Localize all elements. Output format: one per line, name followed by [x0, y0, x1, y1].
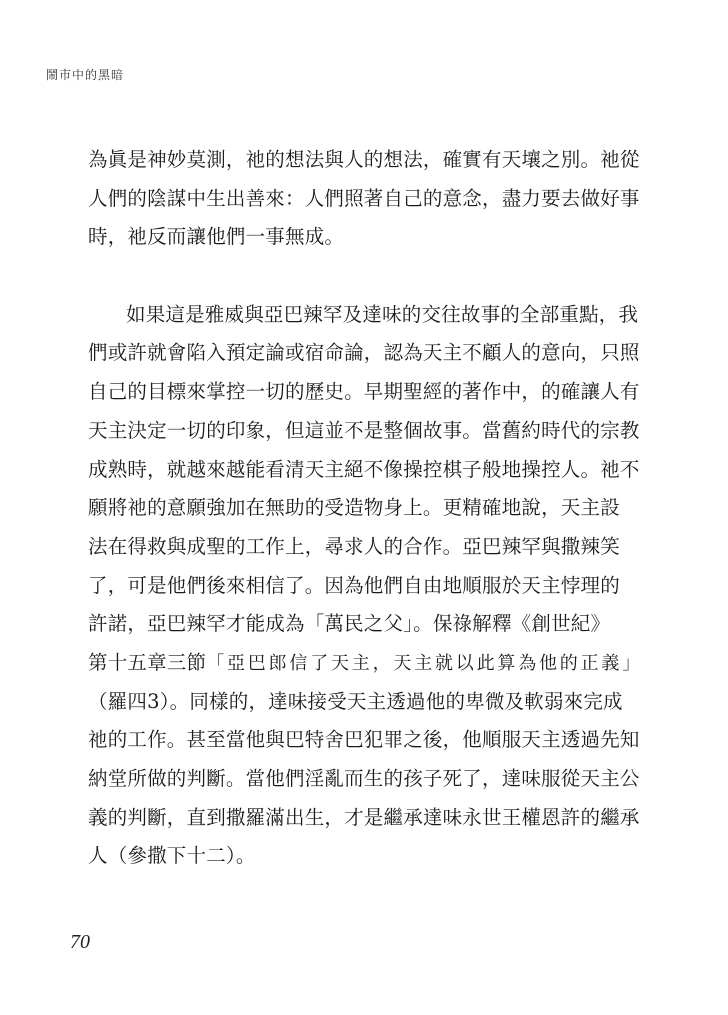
quote-line [88, 644, 648, 683]
text-line: 人（參撒下十二）。 [88, 844, 256, 868]
paragraph-gap [88, 257, 648, 296]
text-line: 義的判斷，直到撒羅滿出生，才是繼承達味永世王權恩許的繼承 [88, 805, 640, 829]
text-line: 自己的目標來掌控一切的歷史。早期聖經的著作中，的確讓人有 [88, 380, 640, 404]
text-line: 願將祂的意願強加在無助的受造物身上。更精確地說，天主設 [88, 496, 620, 520]
running-header: 鬧市中的黑暗 [46, 68, 125, 82]
quote-prefix: 第十五章三節 [88, 650, 207, 674]
text-line: 祂的工作。甚至當他與巴特舍巴犯罪之後，他順服天主透過先知 [88, 728, 640, 752]
text-line: （羅四3）。同樣的，達味接受天主透過他的卑微及軟弱來完成 [88, 689, 623, 713]
text-line: 了，可是他們後來相信了。因為他們自由地順服於天主悖理的 [88, 573, 620, 597]
page-number: 70 [70, 931, 90, 953]
text-line: 許諾，亞巴辣罕才能成為「萬民之父」。保祿解釋《創世紀》 [88, 612, 611, 636]
text-line: 們或許就會陷入預定論或宿命論，認為天主不顧人的意向，只照 [88, 341, 640, 365]
text-line: 納堂所做的判斷。當他們淫亂而生的孩子死了，達味服從天主公 [88, 767, 640, 790]
text-line: 成熟時，就越來越能看清天主絕不像操控棋子般地操控人。祂不 [88, 457, 640, 481]
text-line: 天主決定一切的印象，但這並不是整個故事。當舊約時代的宗教 [88, 418, 640, 442]
text-line: 如果這是雅威與亞巴辣罕及達味的交往故事的全部重點，我 [126, 302, 639, 326]
text-line: 時，祂反而讓他們一事無成。 [88, 225, 345, 249]
scripture-quote: 「亞巴郎信了天主，天主就以此算為他的正義」 [206, 652, 644, 674]
text-line: 法在得救與成聖的工作上，尋求人的合作。亞巴辣罕與撒辣笑 [88, 534, 620, 558]
body-text [88, 141, 648, 876]
text-line: 為眞是神妙莫測，祂的想法與人的想法，確實有天壤之別。祂從 [88, 148, 640, 171]
text-line: 人們的陰謀中生出善來：人們照著自己的意念，盡力要去做好事 [88, 186, 640, 210]
